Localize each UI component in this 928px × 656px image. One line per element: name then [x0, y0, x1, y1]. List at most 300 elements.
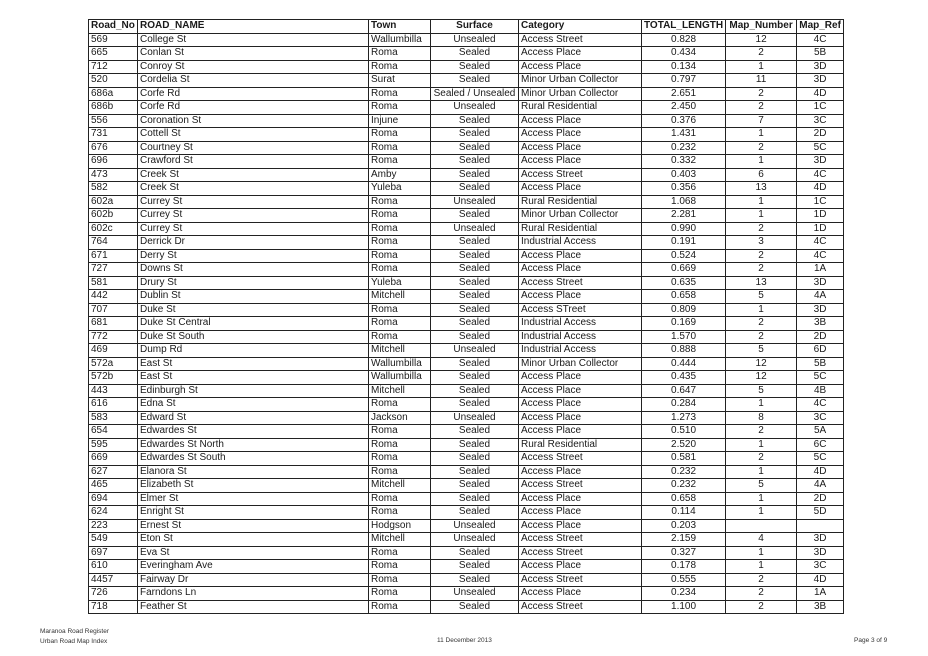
cell-road-name: College St [138, 33, 369, 47]
cell-total-length: 1.273 [642, 411, 726, 425]
table-row [89, 600, 844, 614]
cell-category: Access Place [519, 519, 642, 533]
cell-total-length: 0.232 [642, 141, 726, 155]
cell-category: Minor Urban Collector [519, 209, 642, 223]
cell-category: Access Street [519, 573, 642, 587]
cell-map-number: 2 [726, 330, 797, 344]
cell-surface: Sealed [431, 74, 519, 88]
table-row [89, 492, 844, 506]
cell-surface: Sealed [431, 317, 519, 331]
table-row [89, 168, 844, 182]
cell-map-ref: 4D [797, 182, 844, 196]
cell-surface: Sealed [431, 47, 519, 61]
cell-town: Yuleba [369, 182, 431, 196]
cell-map-number: 1 [726, 155, 797, 169]
cell-road-name: Creek St [138, 168, 369, 182]
cell-map-number: 2 [726, 425, 797, 439]
cell-category: Minor Urban Collector [519, 74, 642, 88]
table-row [89, 519, 844, 533]
cell-town: Mitchell [369, 344, 431, 358]
cell-town: Roma [369, 236, 431, 250]
cell-surface: Sealed [431, 290, 519, 304]
cell-map-number: 12 [726, 371, 797, 385]
cell-surface: Unsealed [431, 222, 519, 236]
cell-total-length: 0.524 [642, 249, 726, 263]
cell-road-name: Currey St [138, 209, 369, 223]
cell-total-length: 0.435 [642, 371, 726, 385]
cell-category: Access Place [519, 425, 642, 439]
cell-town: Roma [369, 492, 431, 506]
table-row [89, 114, 844, 128]
cell-map-number: 13 [726, 276, 797, 290]
cell-category: Access Place [519, 371, 642, 385]
cell-road-no: 681 [89, 317, 138, 331]
cell-road-name: Elizabeth St [138, 479, 369, 493]
cell-surface: Sealed [431, 465, 519, 479]
cell-town: Injune [369, 114, 431, 128]
cell-surface: Sealed [431, 506, 519, 520]
table-row [89, 195, 844, 209]
cell-road-name: Conlan St [138, 47, 369, 61]
cell-category: Access Place [519, 465, 642, 479]
cell-road-name: Conroy St [138, 60, 369, 74]
cell-map-number: 5 [726, 479, 797, 493]
header-category: Category [519, 20, 642, 34]
cell-map-ref: 3D [797, 303, 844, 317]
table-row [89, 479, 844, 493]
cell-category: Access Place [519, 587, 642, 601]
table-header-row [89, 20, 844, 34]
cell-map-ref: 4D [797, 87, 844, 101]
cell-map-ref: 1C [797, 195, 844, 209]
table-row [89, 560, 844, 574]
table-row [89, 155, 844, 169]
cell-total-length: 0.555 [642, 573, 726, 587]
cell-total-length: 0.234 [642, 587, 726, 601]
cell-road-name: Fairway Dr [138, 573, 369, 587]
cell-category: Rural Residential [519, 101, 642, 115]
cell-category: Access Place [519, 60, 642, 74]
table-row [89, 465, 844, 479]
cell-surface: Unsealed [431, 195, 519, 209]
cell-surface: Sealed [431, 384, 519, 398]
cell-surface: Sealed [431, 249, 519, 263]
cell-map-ref: 1A [797, 587, 844, 601]
cell-total-length: 2.520 [642, 438, 726, 452]
cell-road-no: 694 [89, 492, 138, 506]
table-row [89, 587, 844, 601]
cell-town: Roma [369, 330, 431, 344]
header-map-ref: Map_Ref [797, 20, 844, 34]
cell-road-no: 718 [89, 600, 138, 614]
footer-date: 11 December 2013 [437, 637, 492, 644]
cell-town: Roma [369, 573, 431, 587]
cell-road-name: Eton St [138, 533, 369, 547]
cell-road-name: Ernest St [138, 519, 369, 533]
cell-map-ref: 5A [797, 425, 844, 439]
cell-category: Access Place [519, 492, 642, 506]
cell-map-ref: 1C [797, 101, 844, 115]
cell-total-length: 1.570 [642, 330, 726, 344]
cell-total-length: 1.068 [642, 195, 726, 209]
cell-category: Access Street [519, 168, 642, 182]
cell-map-number: 1 [726, 465, 797, 479]
cell-category: Rural Residential [519, 438, 642, 452]
table-row [89, 506, 844, 520]
cell-road-no: 669 [89, 452, 138, 466]
cell-town: Roma [369, 195, 431, 209]
cell-category: Industrial Access [519, 236, 642, 250]
cell-surface: Unsealed [431, 533, 519, 547]
cell-road-name: Derry St [138, 249, 369, 263]
cell-road-name: Feather St [138, 600, 369, 614]
table-row [89, 33, 844, 47]
cell-total-length: 0.232 [642, 465, 726, 479]
cell-total-length: 0.169 [642, 317, 726, 331]
cell-surface: Sealed [431, 236, 519, 250]
cell-road-name: Corfe Rd [138, 87, 369, 101]
table-row [89, 425, 844, 439]
cell-map-ref: 4C [797, 398, 844, 412]
cell-road-name: Elmer St [138, 492, 369, 506]
cell-surface: Sealed [431, 560, 519, 574]
cell-road-name: East St [138, 371, 369, 385]
table-row [89, 357, 844, 371]
cell-category: Industrial Access [519, 344, 642, 358]
cell-road-no: 4457 [89, 573, 138, 587]
cell-town: Roma [369, 141, 431, 155]
cell-map-number: 2 [726, 317, 797, 331]
cell-road-no: 726 [89, 587, 138, 601]
cell-map-ref: 5B [797, 357, 844, 371]
cell-category: Access Place [519, 290, 642, 304]
table-row [89, 384, 844, 398]
cell-map-number: 12 [726, 33, 797, 47]
cell-road-no: 520 [89, 74, 138, 88]
cell-map-number: 8 [726, 411, 797, 425]
cell-total-length: 0.658 [642, 492, 726, 506]
table-row [89, 182, 844, 196]
cell-map-ref [797, 519, 844, 533]
cell-road-name: Dump Rd [138, 344, 369, 358]
cell-category: Access Place [519, 141, 642, 155]
cell-total-length: 2.281 [642, 209, 726, 223]
cell-road-name: Duke St South [138, 330, 369, 344]
cell-surface: Sealed [431, 128, 519, 142]
cell-surface: Sealed [431, 276, 519, 290]
table-row [89, 371, 844, 385]
cell-town: Amby [369, 168, 431, 182]
cell-town: Roma [369, 465, 431, 479]
cell-map-number: 2 [726, 600, 797, 614]
table-row [89, 141, 844, 155]
cell-map-number: 2 [726, 47, 797, 61]
cell-surface: Unsealed [431, 519, 519, 533]
table-row [89, 87, 844, 101]
cell-category: Access Place [519, 47, 642, 61]
cell-map-number: 2 [726, 87, 797, 101]
cell-map-ref: 3C [797, 114, 844, 128]
cell-surface: Sealed [431, 141, 519, 155]
cell-road-no: 595 [89, 438, 138, 452]
footer-left [40, 627, 109, 647]
cell-surface: Sealed [431, 452, 519, 466]
cell-total-length: 0.203 [642, 519, 726, 533]
cell-road-no: 627 [89, 465, 138, 479]
cell-category: Rural Residential [519, 195, 642, 209]
cell-map-number: 1 [726, 195, 797, 209]
cell-town: Roma [369, 303, 431, 317]
cell-total-length: 0.134 [642, 60, 726, 74]
cell-map-number: 2 [726, 452, 797, 466]
cell-road-name: Crawford St [138, 155, 369, 169]
cell-town: Roma [369, 560, 431, 574]
cell-surface: Sealed [431, 357, 519, 371]
cell-road-no: 602a [89, 195, 138, 209]
cell-map-number: 2 [726, 141, 797, 155]
cell-surface: Sealed [431, 114, 519, 128]
cell-road-name: Currey St [138, 195, 369, 209]
cell-town: Roma [369, 128, 431, 142]
table-row [89, 47, 844, 61]
cell-total-length: 0.510 [642, 425, 726, 439]
cell-town: Roma [369, 101, 431, 115]
cell-total-length: 0.178 [642, 560, 726, 574]
cell-category: Access Street [519, 479, 642, 493]
cell-town: Mitchell [369, 384, 431, 398]
cell-map-number: 11 [726, 74, 797, 88]
cell-map-ref: 4D [797, 573, 844, 587]
cell-map-ref: 6D [797, 344, 844, 358]
cell-road-name: Edwardes St North [138, 438, 369, 452]
cell-map-ref: 4A [797, 290, 844, 304]
cell-town: Roma [369, 398, 431, 412]
cell-total-length: 0.669 [642, 263, 726, 277]
footer-index-name: Urban Road Map Index [40, 638, 108, 645]
cell-map-number: 1 [726, 506, 797, 520]
cell-road-no: 582 [89, 182, 138, 196]
cell-map-ref: 2D [797, 128, 844, 142]
cell-road-no: 696 [89, 155, 138, 169]
cell-road-no: 772 [89, 330, 138, 344]
cell-road-no: 602c [89, 222, 138, 236]
cell-category: Access Place [519, 506, 642, 520]
cell-map-number: 2 [726, 222, 797, 236]
cell-map-number: 1 [726, 303, 797, 317]
table-row [89, 236, 844, 250]
cell-map-ref: 2D [797, 492, 844, 506]
cell-total-length: 1.431 [642, 128, 726, 142]
cell-surface: Sealed [431, 573, 519, 587]
cell-category: Rural Residential [519, 222, 642, 236]
cell-surface: Sealed [431, 182, 519, 196]
cell-road-no: 686b [89, 101, 138, 115]
cell-road-no: 764 [89, 236, 138, 250]
cell-total-length: 0.376 [642, 114, 726, 128]
header-map-number: Map_Number [726, 20, 797, 34]
road-register-table [88, 19, 844, 614]
cell-road-no: 616 [89, 398, 138, 412]
footer-page-number: Page 3 of 9 [854, 637, 888, 644]
cell-map-number: 1 [726, 438, 797, 452]
table-row [89, 128, 844, 142]
cell-road-no: 549 [89, 533, 138, 547]
cell-road-name: Elanora St [138, 465, 369, 479]
table-row [89, 209, 844, 223]
cell-map-ref: 5C [797, 452, 844, 466]
cell-total-length: 0.888 [642, 344, 726, 358]
cell-surface: Sealed [431, 60, 519, 74]
cell-total-length: 0.809 [642, 303, 726, 317]
cell-total-length: 2.159 [642, 533, 726, 547]
cell-map-number: 2 [726, 101, 797, 115]
cell-road-name: Cottell St [138, 128, 369, 142]
cell-map-ref: 3B [797, 317, 844, 331]
table-body [89, 33, 844, 614]
cell-road-name: Duke St Central [138, 317, 369, 331]
header-road-name: ROAD_NAME [138, 20, 369, 34]
cell-total-length: 0.191 [642, 236, 726, 250]
cell-town: Roma [369, 155, 431, 169]
cell-road-name: Cordelia St [138, 74, 369, 88]
cell-road-name: Courtney St [138, 141, 369, 155]
cell-total-length: 0.990 [642, 222, 726, 236]
cell-map-ref: 4D [797, 465, 844, 479]
cell-map-ref: 5C [797, 371, 844, 385]
cell-map-number: 1 [726, 560, 797, 574]
cell-town: Roma [369, 60, 431, 74]
table-row [89, 249, 844, 263]
cell-road-name: Duke St [138, 303, 369, 317]
cell-category: Access Place [519, 560, 642, 574]
table-row [89, 317, 844, 331]
table-row [89, 438, 844, 452]
cell-town: Wallumbilla [369, 371, 431, 385]
cell-total-length: 0.635 [642, 276, 726, 290]
table-row [89, 74, 844, 88]
cell-map-ref: 3D [797, 155, 844, 169]
cell-category: Access Street [519, 546, 642, 560]
cell-category: Access Place [519, 155, 642, 169]
cell-surface: Sealed [431, 546, 519, 560]
cell-road-name: Corfe Rd [138, 101, 369, 115]
cell-road-no: 624 [89, 506, 138, 520]
cell-town: Roma [369, 600, 431, 614]
cell-town: Jackson [369, 411, 431, 425]
cell-map-number: 4 [726, 533, 797, 547]
cell-surface: Sealed [431, 398, 519, 412]
cell-road-name: Currey St [138, 222, 369, 236]
table-row [89, 290, 844, 304]
cell-map-number: 2 [726, 263, 797, 277]
cell-road-name: Dublin St [138, 290, 369, 304]
cell-town: Roma [369, 209, 431, 223]
cell-map-ref: 3B [797, 600, 844, 614]
cell-map-ref: 5B [797, 47, 844, 61]
cell-total-length: 0.434 [642, 47, 726, 61]
cell-town: Roma [369, 222, 431, 236]
cell-town: Roma [369, 317, 431, 331]
cell-total-length: 0.444 [642, 357, 726, 371]
cell-map-number: 5 [726, 384, 797, 398]
cell-total-length: 0.114 [642, 506, 726, 520]
cell-road-no: 654 [89, 425, 138, 439]
table-row [89, 546, 844, 560]
cell-surface: Sealed / Unsealed [431, 87, 519, 101]
cell-category: Access Street [519, 452, 642, 466]
table-row [89, 573, 844, 587]
cell-surface: Sealed [431, 371, 519, 385]
header-total-length: TOTAL_LENGTH [642, 20, 726, 34]
cell-town: Roma [369, 47, 431, 61]
cell-map-number: 1 [726, 128, 797, 142]
cell-town: Wallumbilla [369, 357, 431, 371]
cell-map-ref: 6C [797, 438, 844, 452]
cell-road-no: 442 [89, 290, 138, 304]
cell-town: Mitchell [369, 533, 431, 547]
cell-road-name: Eva St [138, 546, 369, 560]
cell-road-no: 707 [89, 303, 138, 317]
cell-surface: Sealed [431, 168, 519, 182]
cell-surface: Sealed [431, 209, 519, 223]
cell-map-ref: 4C [797, 168, 844, 182]
cell-map-ref: 4C [797, 249, 844, 263]
cell-map-ref: 4A [797, 479, 844, 493]
cell-town: Surat [369, 74, 431, 88]
cell-town: Roma [369, 506, 431, 520]
cell-town: Roma [369, 249, 431, 263]
header-town: Town [369, 20, 431, 34]
cell-category: Industrial Access [519, 317, 642, 331]
cell-road-name: East St [138, 357, 369, 371]
cell-surface: Sealed [431, 492, 519, 506]
cell-map-ref: 3C [797, 560, 844, 574]
cell-category: Access Place [519, 249, 642, 263]
cell-category: Access Street [519, 600, 642, 614]
cell-road-name: Coronation St [138, 114, 369, 128]
cell-total-length: 0.356 [642, 182, 726, 196]
cell-map-ref: 3D [797, 60, 844, 74]
cell-town: Roma [369, 546, 431, 560]
table-row [89, 222, 844, 236]
cell-map-number: 1 [726, 546, 797, 560]
cell-town: Wallumbilla [369, 33, 431, 47]
table-row [89, 398, 844, 412]
cell-total-length: 0.797 [642, 74, 726, 88]
cell-road-name: Downs St [138, 263, 369, 277]
cell-map-ref: 3D [797, 546, 844, 560]
cell-map-number: 1 [726, 209, 797, 223]
cell-total-length: 0.658 [642, 290, 726, 304]
cell-road-name: Creek St [138, 182, 369, 196]
cell-category: Minor Urban Collector [519, 357, 642, 371]
cell-surface: Sealed [431, 303, 519, 317]
cell-surface: Unsealed [431, 411, 519, 425]
cell-map-ref: 1D [797, 222, 844, 236]
cell-map-ref: 4B [797, 384, 844, 398]
cell-road-name: Enright St [138, 506, 369, 520]
cell-road-no: 465 [89, 479, 138, 493]
cell-town: Roma [369, 452, 431, 466]
cell-map-number: 2 [726, 587, 797, 601]
cell-map-ref: 5C [797, 141, 844, 155]
cell-map-number: 13 [726, 182, 797, 196]
table-row [89, 411, 844, 425]
cell-map-ref: 3D [797, 74, 844, 88]
cell-road-no: 610 [89, 560, 138, 574]
cell-road-no: 686a [89, 87, 138, 101]
cell-category: Access Place [519, 411, 642, 425]
